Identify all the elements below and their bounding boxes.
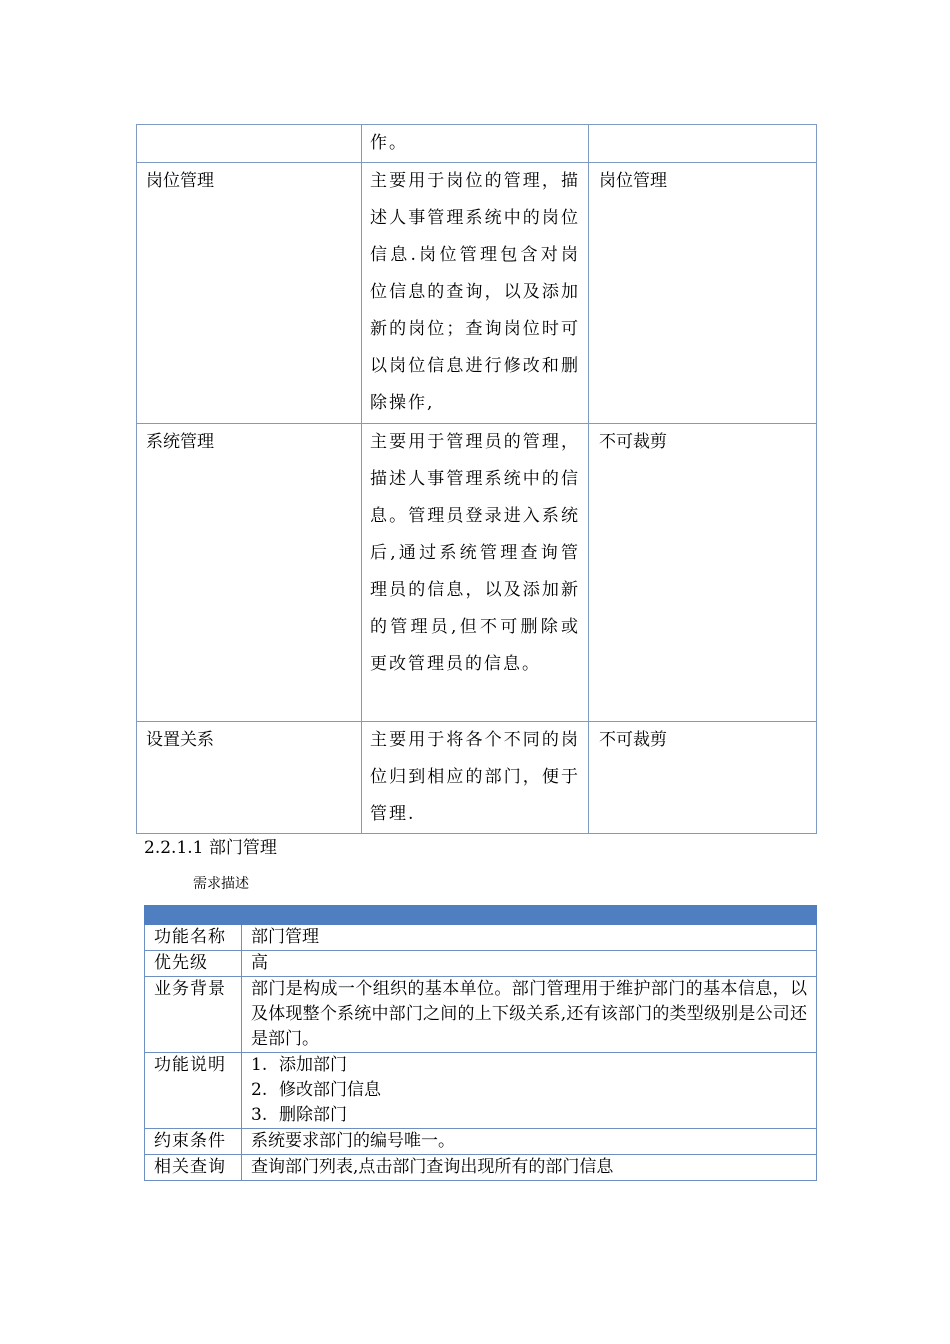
list-text: 添加部门: [279, 1055, 347, 1075]
list-text: 修改部门信息: [279, 1080, 381, 1100]
sub-heading: 需求描述: [193, 876, 249, 892]
module-note: 不可裁剪: [589, 424, 817, 722]
module-description: 主要用于将各个不同的岗位归到相应的部门，便于管理.: [362, 722, 589, 834]
module-name: 岗位管理: [137, 163, 362, 424]
table-row: [145, 1155, 817, 1181]
table-header-bar: [145, 906, 817, 925]
field-key: 约束条件: [145, 1129, 242, 1155]
field-key: 优先级: [145, 951, 242, 977]
module-name: [137, 125, 362, 163]
table-row: [137, 163, 817, 424]
field-value: 高: [242, 951, 817, 977]
module-name: 系统管理: [137, 424, 362, 722]
field-key: 功能名称: [145, 925, 242, 951]
list-item: [251, 1053, 807, 1078]
list-number: 3.: [251, 1105, 268, 1125]
field-value: 部门是构成一个组织的基本单位。部门管理用于维护部门的基本信息，以及体现整个系统中部门之间的上下级关系,还有该部门的类型级别是公司还是部门。: [242, 977, 817, 1053]
list-number: 1.: [251, 1055, 268, 1075]
module-description: 主要用于管理员的管理，描述人事管理系统中的信息。管理员登录进入系统后,通过系统管理查询管理员的信息，以及添加新的管理员,但不可删除或更改管理员的信息。: [362, 424, 589, 722]
table-row: [145, 951, 817, 977]
table-row: [137, 722, 817, 834]
table-row: [137, 424, 817, 722]
section-heading: 2.2.1.1 部门管理: [144, 838, 277, 858]
requirement-table: [144, 905, 817, 1181]
field-value: [242, 1053, 817, 1129]
list-item: [251, 1103, 807, 1128]
list-item: [251, 1078, 807, 1103]
module-note: [589, 125, 817, 163]
module-note: 岗位管理: [589, 163, 817, 424]
table-row: [137, 125, 817, 163]
list-number: 2.: [251, 1080, 268, 1100]
field-key: 业务背景: [145, 977, 242, 1053]
function-list: [251, 1053, 807, 1128]
table-row: [145, 1053, 817, 1129]
field-value: 查询部门列表,点击部门查询出现所有的部门信息: [242, 1155, 817, 1181]
table-row: [145, 925, 817, 951]
module-description: 作。: [362, 125, 589, 163]
field-value: 系统要求部门的编号唯一。: [242, 1129, 817, 1155]
table-row: [145, 1129, 817, 1155]
module-description: 主要用于岗位的管理，描述人事管理系统中的岗位信息.岗位管理包含对岗位信息的查询，以及添加新的岗位；查询岗位时可以岗位信息进行修改和删除操作,: [362, 163, 589, 424]
list-text: 删除部门: [279, 1105, 347, 1125]
header-cell: [145, 906, 817, 925]
field-key: 相关查询: [145, 1155, 242, 1181]
field-key: 功能说明: [145, 1053, 242, 1129]
field-value: 部门管理: [242, 925, 817, 951]
table-row: [145, 977, 817, 1053]
module-table: [136, 124, 817, 834]
module-note: 不可裁剪: [589, 722, 817, 834]
module-name: 设置关系: [137, 722, 362, 834]
